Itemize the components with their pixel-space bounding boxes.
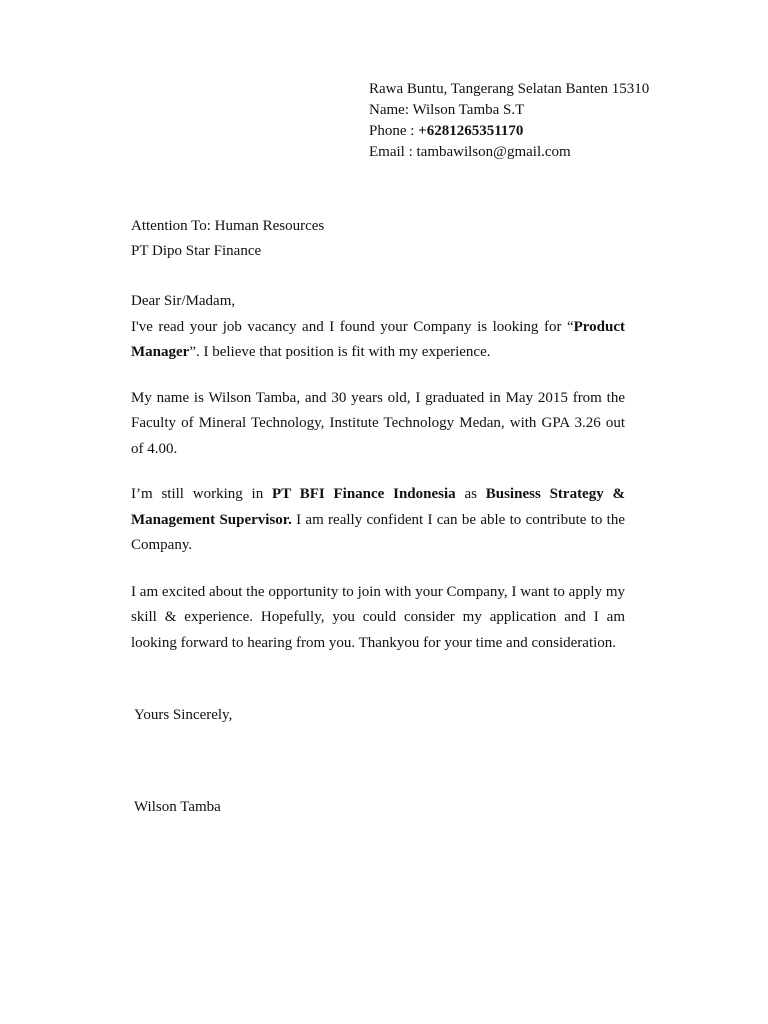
sender-phone bbox=[369, 121, 649, 142]
recipient-block bbox=[131, 214, 324, 264]
recipient-company: PT Dipo Star Finance bbox=[131, 243, 262, 259]
sender-address: Rawa Buntu, Tangerang Selatan Banten 15310 bbox=[369, 81, 650, 97]
job-text-1: I’m still working in bbox=[131, 486, 273, 502]
sender-name: Name: Wilson Tamba S.T bbox=[369, 102, 525, 118]
letter-body bbox=[131, 289, 625, 656]
paragraph-background: My name is Wilson Tamba, and 30 years old, I graduated in May 2015 from the Faculty of Mineral Technology, Institute Technology Medan, with GPA 3.26 out of 4.00. bbox=[131, 389, 625, 457]
job-text-3: I am really confident I can be able to contribute to the Company. bbox=[131, 511, 625, 553]
intro-text-1: I've read your job vacancy and I found your Company is looking for “ bbox=[131, 318, 574, 335]
paragraph-gap bbox=[131, 559, 625, 580]
paragraph-gap bbox=[131, 366, 625, 386]
sender-email: Email : tambawilson@gmail.com bbox=[369, 144, 571, 160]
recipient-attention: Attention To: Human Resources bbox=[131, 218, 325, 234]
paragraph-current-job bbox=[131, 482, 625, 559]
phone-label: Phone : bbox=[369, 123, 419, 139]
intro-text-2: ”. I believe that position is fit with my experience. bbox=[189, 344, 491, 360]
closing-line: Yours Sincerely, bbox=[134, 707, 233, 723]
intro-position: Product Manager bbox=[131, 318, 625, 360]
sender-block bbox=[369, 79, 649, 163]
paragraph-intro bbox=[131, 315, 625, 366]
paragraph-gap bbox=[131, 462, 625, 482]
job-company: PT BFI Finance Indonesia bbox=[272, 486, 456, 502]
job-text-2: as bbox=[455, 486, 486, 502]
salutation: Dear Sir/Madam, bbox=[131, 293, 236, 309]
job-title: Business Strategy & Management Supervisor. bbox=[131, 486, 626, 528]
signature-name: Wilson Tamba bbox=[134, 799, 221, 815]
phone-value: +6281265351170 bbox=[418, 123, 524, 139]
paragraph-closing-remarks: I am excited about the opportunity to join with your Company, I want to apply my skill & experience. Hopefully, you could consider my application and I am looking forward to hearing from you. Thankyou for your time and consideration. bbox=[131, 583, 625, 651]
